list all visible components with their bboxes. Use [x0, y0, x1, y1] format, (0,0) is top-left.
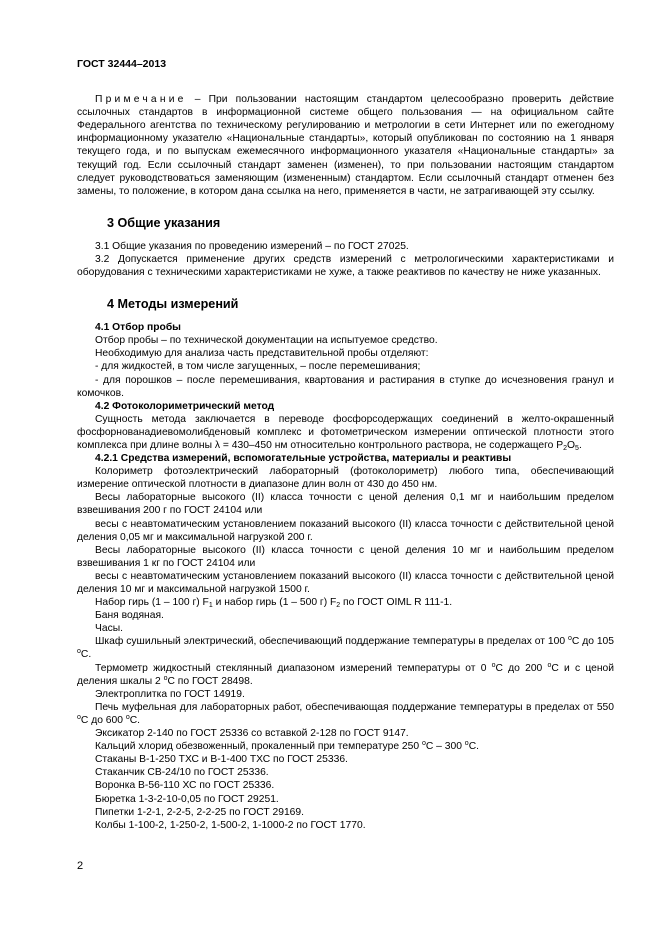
text-run: С по ГОСТ 28498.	[167, 675, 253, 687]
document-header: ГОСТ 32444–2013	[77, 58, 167, 70]
note-paragraph	[77, 93, 614, 198]
section-4-2-title: 4.2 Фотоколориметрический метод	[95, 400, 275, 412]
text-run: С и с ценой деления шкалы 2	[77, 662, 615, 687]
degree-mark: o	[464, 740, 469, 748]
list-item-beakers: Стаканы В-1-250 ТХС и В-1-400 ТХС по ГОСТ 25336.	[95, 754, 348, 766]
weights-text: Набор гирь (1 – 100 г) F	[95, 597, 209, 609]
list-item-furnace	[77, 701, 614, 727]
list-item-burette: Бюретка 1-3-2-10-0,05 по ГОСТ 29251.	[95, 793, 279, 805]
sampling-text-2: Необходимую для анализа часть представительной пробы отделяют:	[95, 348, 429, 360]
page-number: 2	[77, 860, 84, 872]
subscript: 2	[563, 444, 568, 452]
degree-mark: o	[77, 713, 81, 721]
list-item-scales-4: весы с неавтоматическим установлением показаний высокого (II) класса точности с действительной ценой деления 10 мг и максимальной нагрузкой 1500 г.	[77, 570, 614, 595]
degree-mark: o	[163, 674, 168, 682]
degree-mark: o	[421, 740, 426, 748]
section-3-1: 3.1 Общие указания по проведению измерений – по ГОСТ 27025.	[95, 240, 409, 252]
text-run: С до 200	[495, 662, 548, 674]
list-item-weighing-bottle: Стаканчик СВ-24/10 по ГОСТ 25336.	[95, 767, 269, 779]
text-run: Шкаф сушильный электрический, обеспечивающий поддержание температуры в пределах от 100	[95, 636, 568, 648]
method-essence	[77, 413, 614, 452]
weights-text: и набор гирь (1 – 500 г) F	[212, 597, 337, 609]
text-run: Печь муфельная для лабораторных работ, обеспечивающая поддержание температуры в пределах от 550	[95, 701, 614, 713]
list-item-scales-3: Весы лабораторные высокого (II) класса точности с ценой деления 10 мг и наибольшим пределом взвешивания 1 кг по ГОСТ 24104 или	[77, 544, 614, 569]
section-4-1-title: 4.1 Отбор пробы	[95, 322, 181, 334]
sampling-text-1: Отбор пробы – по технической документации на испытуемое средство.	[95, 335, 438, 347]
list-item-funnel: Воронка В-56-110 ХС по ГОСТ 25336.	[95, 780, 275, 792]
subscript: 1	[208, 602, 213, 610]
degree-mark: o	[567, 635, 572, 643]
sampling-liquids: - для жидкостей, в том числе загущенных, – после перемешивания;	[95, 361, 421, 373]
text-run: С до 105	[571, 636, 614, 648]
text-run: С – 300	[425, 741, 465, 753]
weights-text: по ГОСТ OIML R 111-1.	[340, 597, 453, 609]
list-item-hotplate: Электроплитка по ГОСТ 14919.	[95, 688, 245, 700]
list-item-desiccator: Эксикатор 2-140 по ГОСТ 25336 со вставкой 2-128 по ГОСТ 9147.	[95, 728, 409, 740]
text-run: С.	[129, 714, 141, 726]
list-item-scales-2: весы с неавтоматическим установлением показаний высокого (II) класса точности с действительной ценой деления 0,05 мг и максимальной нагрузкой 200 г.	[77, 518, 614, 543]
note-label: Примечание	[95, 94, 187, 106]
section-4-2-1-title: 4.2.1 Средства измерений, вспомогательные устройства, материалы и реактивы	[95, 453, 512, 465]
sampling-powders: - для порошков – после перемешивания, квартования и растирания в ступке до исчезновения гранул и комочков.	[77, 374, 614, 399]
text-run: С.	[80, 649, 92, 661]
method-essence-text: Сущность метода заключается в переводе фосфорсодержащих соединений в желто-окрашенный фосфорнованадиевомолибденовый комплекс и фотометрическом измерении оптической плотности этого комплекса при длине волны λ = 430–450 нм относительно контрольного раствора, не содержащего P	[77, 413, 614, 451]
text-run: С до 600	[80, 714, 126, 726]
degree-mark: o	[125, 713, 130, 721]
formula-part: O	[567, 439, 576, 451]
formula-end: .	[578, 439, 582, 451]
list-item-water-bath: Баня водяная.	[95, 610, 164, 622]
text-run: Кальций хлорид обезвоженный, прокаленный при температуре 250	[95, 741, 422, 753]
list-item-scales-1: Весы лабораторные высокого (II) класса точности с ценой деления 0,1 мг и наибольшим пределом взвешивания 200 г по ГОСТ 24104 или	[77, 492, 614, 517]
subscript: 5	[575, 444, 579, 452]
text-run: Термометр жидкостный стеклянный диапазоном измерений температуры от 0	[95, 662, 492, 674]
list-item-clock: Часы.	[95, 623, 123, 635]
degree-mark: o	[547, 661, 552, 669]
degree-mark: o	[77, 648, 81, 656]
note-text: – При пользовании настоящим стандартом целесообразно проверить действие ссылочных стандартов в информационной системе общего пользования — на официальном сайте Федерального агентства по техническому регулированию и метрологии в сети Интернет или по ежегодному информационному указателю «Национальные стандарты», который опубликован по состоянию на 1 января текущего года, и по выпускам ежемесячного информационного указателя «Национальные стандарты» за текущий год. Если ссылочный стандарт заменен (изменен), то при пользовании настоящим стандартом следует руководствоваться заменяющим (измененным) стандартом. Если ссылочный стандарт отменен без замены, то положение, в котором дана ссылка на него, применяется в части, не затрагивающей эту ссылку.	[77, 94, 614, 197]
list-item-weights	[77, 596, 614, 609]
section-4-title: 4 Методы измерений	[107, 297, 239, 312]
subscript: 2	[336, 602, 341, 610]
document-page	[77, 58, 614, 832]
list-item-calcium-chloride	[77, 740, 614, 753]
section-3-2: 3.2 Допускается применение других средств измерений с метрологическими характеристиками и оборудования с техническими характеристиками не хуже, а также реактивов по качеству не ниже указанных.	[77, 253, 614, 279]
list-item-pipettes: Пипетки 1-2-1, 2-2-5, 2-2-25 по ГОСТ 29169.	[95, 806, 304, 818]
text-run: С.	[468, 741, 480, 753]
degree-mark: o	[491, 661, 496, 669]
list-item-flasks: Колбы 1-100-2, 1-250-2, 1-500-2, 1-1000-2 по ГОСТ 1770.	[95, 819, 366, 831]
list-item-colorimeter: Колориметр фотоэлектрический лабораторный (фотоколориметр) любого типа, обеспечивающий измерение оптической плотности в диапазоне длин волн от 430 до 450 нм.	[77, 466, 614, 491]
list-item-thermometer	[77, 662, 614, 688]
list-item-drying-cabinet	[77, 635, 614, 661]
section-3-title: 3 Общие указания	[107, 215, 221, 230]
